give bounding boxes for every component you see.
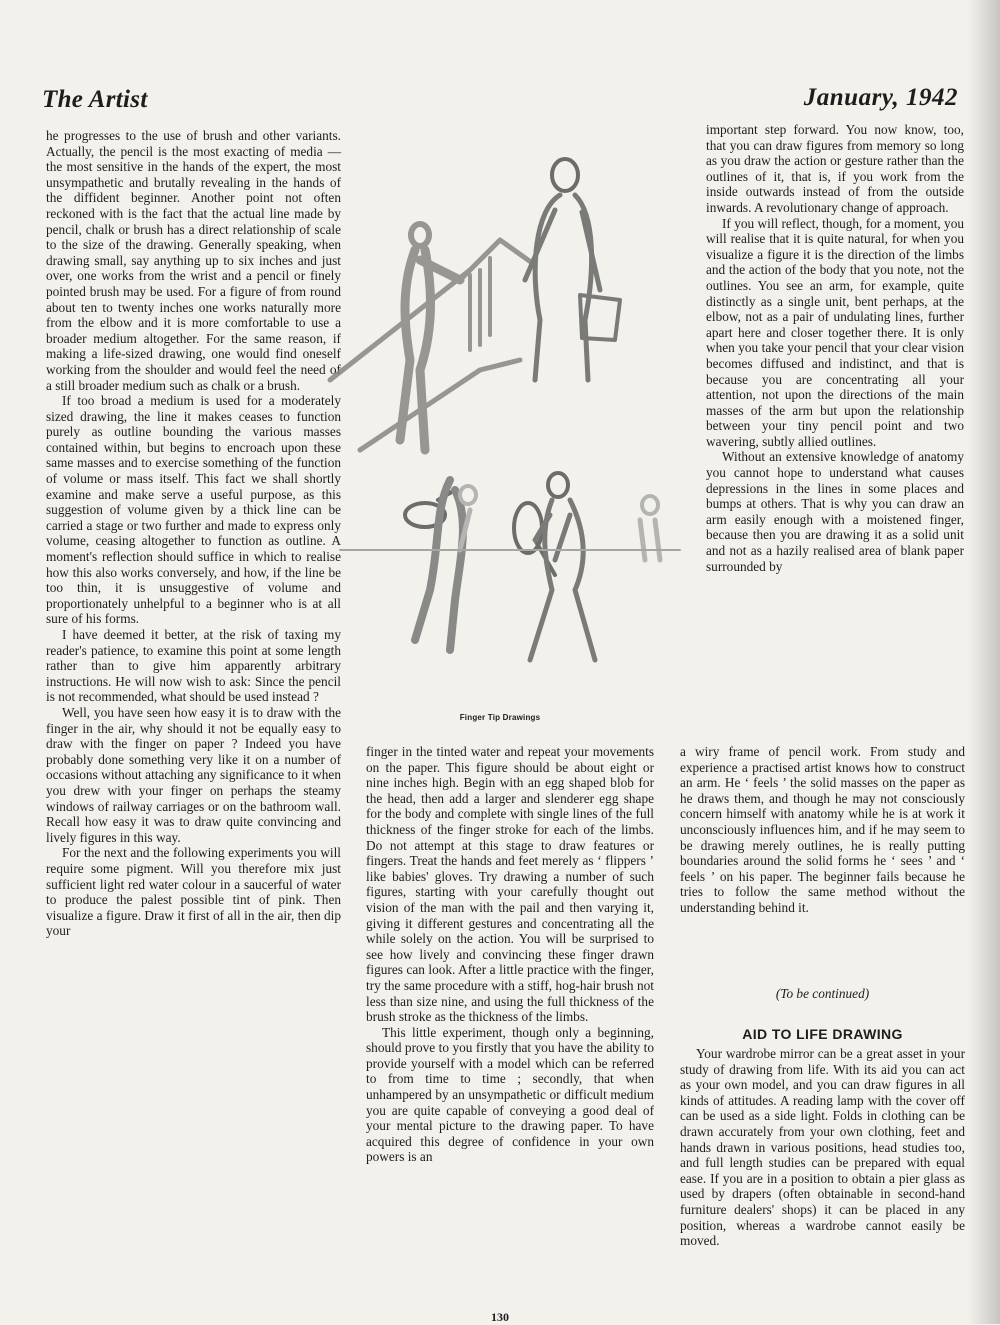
paragraph: If too broad a medium is used for a moderately sized drawing, the line it makes ceases to function purely as outline bounding the various masses contained within, but begins to encroach upon these same masses and to exercise something of the function of volume or mass itself. This fact we shall shortly examine and make serve a useful purpose, as this suggestion of volume given by a thick line can be carried a stage or two further and made to express only volume, ceasing altogether to function as outline. A moment's reflection should suffice in which to realise how this also works conversely, and how, if the line be too thin, it is unsuggestive of volume and proportionately unhelpful to a beginner who is at all sure of his forms. — [46, 393, 341, 627]
to-be-continued-note: (To be continued) — [775, 986, 870, 1001]
aid-column — [680, 1046, 965, 1249]
paragraph: he progresses to the use of brush and other variants. Actually, the pencil is the most exacting of media —the most sensitive in the hands of the expert, the most unsympathetic and brutally revealing in the hands of the diffident beginner. Another point not often reckoned with is the fact that the actual line made by pencil, chalk or brush has a direct relationship of scale to the size of the drawing. Generally speaking, when drawing small, say anything up to six inches and just over, one works from the wrist and a pencil or finely pointed brush may be used. For a figure of from round about ten to twenty inches one works naturally more from the elbow and it is more comfortable to use a broader medium altogether. For the same reason, if making a life-sized drawing, one would find oneself working from the shoulder and would feel the need of a still broader medium such as chalk or a brush. — [46, 128, 341, 393]
paragraph: finger in the tinted water and repeat your movements on the paper. This figure should be about eight or nine inches high. Begin with an egg shaped blob for the head, then add a larger and slenderer egg shape for the body and complete with single lines of the full thickness of the finger stroke for each of the limbs. Do not attempt at this stage to draw features or fingers. Treat the hands and feet merely as ‘ flippers ’ like babies' gloves. Try drawing a number of such figures, starting with your carefully thought out vision of the man with the pail and then varying it, giving it different gestures and concentrating all the while solely on the action. You will be surprised to see how lively and convincing these finger drawn figures can look. After a little practice with the finger, try the same procedure with a stiff, hog-hair brush not less than size nine, and using the full thickness of the brush stroke as the thickness of the limbs. — [366, 744, 654, 1025]
paragraph: a wiry frame of pencil work. From study and experience a practised artist knows how to construct an arm. He ‘ feels ’ the solid masses on the paper as he draws them, and though he may not consciously concern himself with anatomy while he is at work it unconsciously influences him, and if he may seem to be drawing merely outlines, he is really putting boundaries around the solid forms he ‘ sees ’ and ‘ feels ’ on his paper. The beginner fails because he tries to follow the same method without the understanding behind it. — [680, 744, 965, 915]
finger-tip-drawings-illustration — [320, 120, 700, 710]
paragraph: Your wardrobe mirror can be a great asset in your study of drawing from life. With its aid you can act as your own model, and you can draw figures in all kinds of attitudes. A reading lamp with the cover off can be used as a side light. Folds in clothing can be drawn accurately from your own clothing, feet and hands drawn in various positions, head studies too, and full length studies can be prepared with equal ease. If you are in a position to obtain a pier glass as used by drapers (often obtainable in second-hand furniture dealers' shops) it can be placed in any position, whereas a wardrobe cannot easily be moved. — [680, 1046, 965, 1249]
figure-caption: Finger Tip Drawings — [459, 713, 541, 722]
issue-date: January, 1942 — [803, 84, 958, 111]
paragraph: Without an extensive knowledge of anatomy you cannot hope to understand what causes depressions in the lines in some places and bumps at others. That is why you can draw an arm easily enough with a moistened finger, because then you are drawing it as a solid unit and not as a hazily realised area of blank paper surrounded by — [706, 449, 964, 574]
paragraph: If you will reflect, though, for a moment, you will realise that it is quite natural, for when you visualize a figure it is the direction of the limbs and the action of the body that you note, not the outlines. You see an arm, for example, quite distinctly as a single unit, bent perhaps, at the elbow, not as a pair of undulating lines, further apart here and closer together there. It is only when you take your pencil that your clear vision becomes diffused and indistinct, and that is because you are concentrating all your attention, not upon the directions of the main masses of the arm but upon the relationship between your tiny pencil point and two wavering, subtly allied outlines. — [706, 215, 964, 449]
column-1 — [46, 128, 341, 939]
page-number: 130 — [491, 1310, 509, 1324]
paragraph: Well, you have seen how easy it is to draw with the finger in the air, why should it not be equally easy to draw with the finger on paper ? Indeed you have probably done something very like it on a number of occasions without attaching any significance to it when you drew with your finger on perhaps the steamy windows of railway carriages or on the bathroom wall. Recall how easy it was to draw quite convincing and lively figures in this way. — [46, 704, 341, 845]
paragraph: This little experiment, though only a beginning, should prove to you firstly that you have the ability to provide yourself with a model which can be referred to from time to time ; secondly, that when unhampered by an unsympathetic or difficult medium you are quite capable of conveying a good deal of your mental picture to the drawing paper. To have acquired this degree of confidence in your own powers is an — [366, 1024, 654, 1165]
paragraph: important step forward. You now know, too, that you can draw figures from memory so long as you draw the action or gesture rather than the outlines of it, that is, if you work from the inside outwards instead of from the outside inwards. A revolutionary change of approach. — [706, 122, 964, 215]
column-3-bottom — [680, 744, 965, 916]
column-2 — [366, 744, 654, 1165]
publication-title: The Artist — [42, 86, 148, 113]
column-3-top — [706, 122, 964, 574]
paragraph: I have deemed it better, at the risk of taxing my reader's patience, to examine this point at some length rather than to give him apparently arbitrary instructions. He will now wish to ask: Since the pencil is not recommended, what should be used instead ? — [46, 627, 341, 705]
page-edge-shadow — [968, 0, 1000, 1324]
paragraph: For the next and the following experiments you will require some pigment. Will you therefore mix just sufficient light red water colour in a saucerful of water to produce the palest possible tint of pink. Then visualize a figure. Draw it first of all in the air, then dip your — [46, 845, 341, 939]
aid-to-life-drawing-heading: AID TO LIFE DRAWING — [742, 1026, 903, 1042]
